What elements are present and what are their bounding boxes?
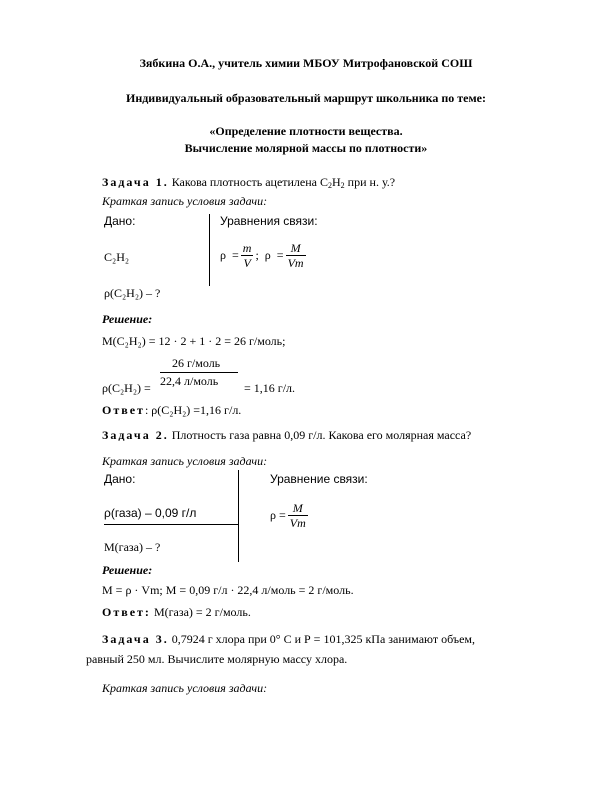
task1-fraction-m-vm: $\frac{M}{Vm}$ (287, 240, 304, 270)
task2-table-divider (238, 470, 239, 562)
task2-find: M(газа) – ? (104, 540, 161, 554)
task1-find: ρ(C₂H₂) – ? (104, 286, 161, 300)
task2-statement: Задача 2. Плотность газа равна 0,09 г/л. Какова его молярная масса? (102, 428, 472, 442)
task1-fraction-m-v: $\frac{m}{V}$ (242, 240, 252, 270)
task1-calc-denominator: 22,4 л/моль (160, 374, 219, 388)
task2-short-record: Краткая запись условия задачи: (102, 454, 268, 468)
task2-given-underline (104, 524, 238, 525)
subtitle-line: Индивидуальный образовательный маршрут школьника по теме: (125, 91, 487, 105)
task3-label: Задача 3. (102, 632, 169, 646)
task2-given-label: Дано: (104, 472, 136, 486)
task2-relations-label: Уравнение связи: (270, 472, 368, 486)
task3-statement-line2: равный 250 мл. Вычислите молярную массу хлора. (86, 652, 348, 666)
task1-solution-label: Решение: (102, 312, 153, 326)
task1-given-value: C₂H₂ (104, 250, 130, 264)
task2-given-value: ρ(газа) – 0,09 г/л (104, 506, 197, 520)
task1-calc-fraction-bar (160, 372, 238, 373)
task1-given-label: Дано: (104, 214, 136, 228)
task1-solution-line1: M(C₂H₂) = 12 · 2 + 1 · 2 = 26 г/моль; (102, 334, 286, 348)
task1-relations-label: Уравнения связи: (220, 214, 318, 228)
task2-fraction-m-vm: $\frac{M}{Vm}$ (289, 500, 306, 530)
task2-solution-label: Решение: (102, 563, 153, 577)
task1-label: Задача 1. (102, 175, 169, 189)
task3-short-record: Краткая запись условия задачи: (102, 681, 268, 695)
task2-label: Задача 2. (102, 428, 169, 442)
task2-relation-formula: ρ = $\frac{M}{Vm}$ (270, 500, 306, 530)
task2-solution-line: M = ρ · Vm; M = 0,09 г/л · 22,4 л/моль = 2 г/моль. (102, 583, 354, 597)
task1-calc-left: ρ(C₂H₂) = (102, 381, 151, 395)
task1-short-record: Краткая запись условия задачи: (102, 194, 268, 208)
task3-statement-line1: Задача 3. 0,7924 г хлора при 0° С и Р = 101,325 кПа занимают объем, (102, 632, 476, 646)
author-line: Зябкина О.А., учитель химии МБОУ Митрофановской СОШ (139, 56, 473, 70)
task1-answer: Ответ: ρ(C₂H₂) =1,16 г/л. (102, 403, 242, 417)
task1-calc-result: = 1,16 г/л. (244, 381, 296, 395)
task2-answer: Ответ: M(газа) = 2 г/моль. (102, 605, 251, 619)
topic-title-line1: «Определение плотности вещества. (209, 124, 403, 138)
task1-statement: Задача 1. Какова плотность ацетилена $C_2H_2$ при н. у.? (102, 175, 396, 190)
task1-calc-numerator: 26 г/моль (172, 356, 221, 370)
task1-table-divider (209, 214, 210, 286)
task1-relations-formulas: ρ = $\frac{m}{V}$ ; ρ = $\frac{M}{Vm}$ (220, 240, 304, 270)
topic-title-line2: Вычисление молярной массы по плотности» (184, 141, 428, 155)
